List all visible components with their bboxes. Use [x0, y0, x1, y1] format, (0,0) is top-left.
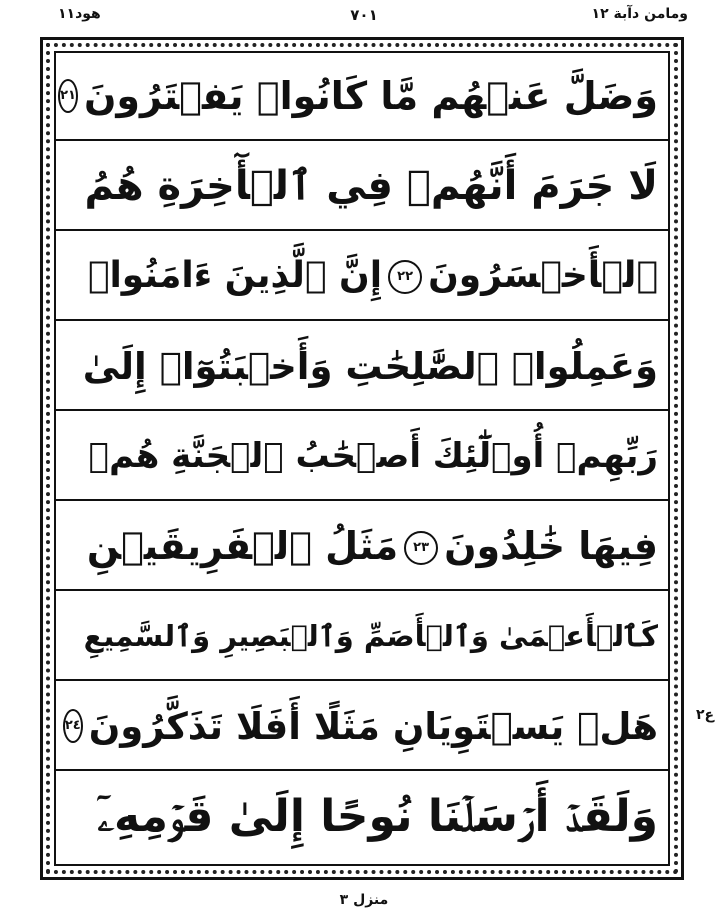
line-text [86, 523, 658, 568]
quran-text-block [56, 53, 668, 864]
line-text-part: فِيهَا خَٰلِدُونَ [444, 523, 658, 568]
line-text: وَلَقَدۡ أَرۡسَلۡنَا نُوحًا إِلَىٰ قَوۡمِهِۦٓ [97, 791, 658, 842]
line-text: لَا جَرَمَ أَنَّهُمۡ فِي ٱلۡأٓخِرَةِ هُمُ [84, 163, 658, 209]
surah-name: هود١١ [58, 6, 101, 22]
ayah-end-marker: ٢٢ [388, 260, 422, 294]
line-text: وَعَمِلُوا۟ ٱلصَّٰلِحَٰتِ وَأَخۡبَتُوٓا۟ إِلَىٰ [82, 344, 658, 388]
page-header [0, 4, 728, 32]
line-text: كَٱلۡأَعۡمَىٰ وَٱلۡأَصَمِّ وَٱلۡبَصِيرِ وَٱلسَّمِيعِ [83, 618, 658, 653]
text-line [56, 683, 668, 771]
ayah-end-marker: ٢٣ [404, 531, 438, 565]
line-text-part: ٱلۡأَخۡسَرُونَ [428, 255, 658, 296]
text-line [56, 593, 668, 681]
juz-name: ومامن دآبة ١٢ [591, 6, 688, 22]
text-line [56, 323, 668, 411]
line-text: رَبِّهِمۡ أُو۟لَٰٓئِكَ أَصۡحَٰبُ ٱلۡجَنَّةِ هُمۡ [88, 436, 658, 476]
text-line [56, 413, 668, 501]
text-line [56, 143, 668, 231]
ayah-end-marker: ٢١ [58, 79, 78, 113]
page-number: ٧٠١ [350, 6, 378, 24]
text-line [56, 233, 668, 321]
ayah-end-marker: ٢٤ [63, 709, 83, 743]
line-text-part: مَثَلُ ٱلۡفَرِيقَيۡنِ [86, 523, 399, 568]
line-text-part: إِنَّ ٱلَّذِينَ ءَامَنُوا۟ [87, 255, 383, 296]
text-line [56, 773, 668, 861]
ruku-margin-mark: ع٢ [695, 707, 715, 723]
text-line [56, 503, 668, 591]
line-text: وَضَلَّ عَنۡهُم مَّا كَانُوا۟ يَفۡتَرُونَ [83, 74, 658, 118]
line-text: هَلۡ يَسۡتَوِيَانِ مَثَلًا أَفَلَا تَذَكَّرُونَ [88, 704, 658, 748]
line-text [87, 255, 658, 296]
manzil-footer: منزل ٣ [339, 892, 389, 908]
text-line [56, 53, 668, 141]
